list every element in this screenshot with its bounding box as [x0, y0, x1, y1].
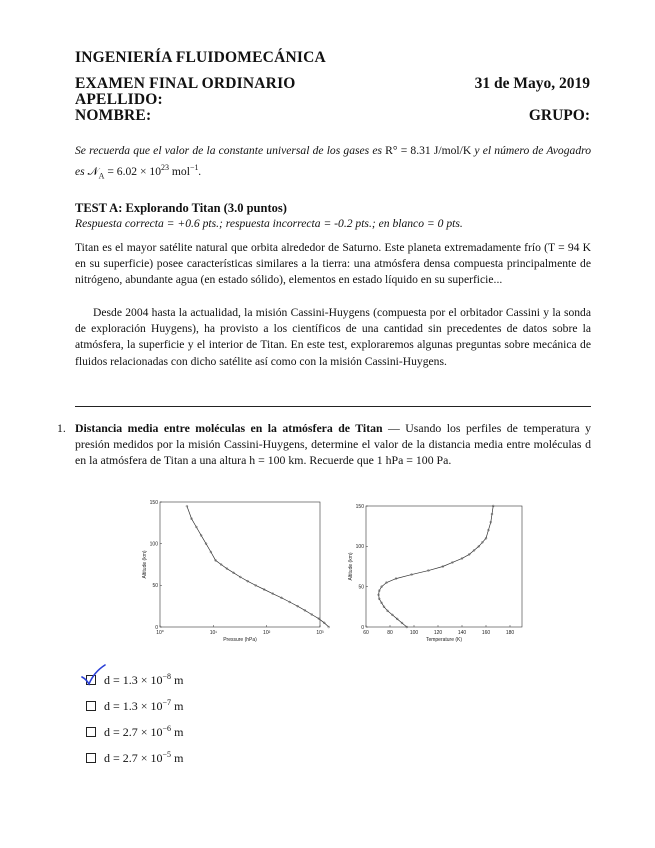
pressure-altitude-chart [130, 496, 330, 646]
surname-label: APELLIDO: [75, 91, 163, 108]
y-tick-label: 100 [355, 544, 364, 551]
avogadro-exp: 23 [161, 162, 170, 172]
note-text-1: Se recuerda que el valor de la constante universal de los gases es [75, 144, 386, 157]
y-tick-label: 50 [358, 584, 364, 591]
x-tick-label: 60 [363, 630, 369, 636]
note-end: . [198, 164, 202, 178]
avogadro-unit: mol [169, 164, 190, 178]
test-scoring: Respuesta correcta = +0.6 pts.; respuesta incorrecta = -0.2 pts.; en blanco = 0 pts. [75, 217, 463, 230]
x-tick-label: 10¹ [209, 630, 217, 636]
exam-label: EXAMEN FINAL ORDINARIO [75, 75, 296, 92]
note-text-2: y el número de Avogadro es [75, 144, 591, 178]
plot-frame [160, 502, 320, 627]
y-tick-label: 0 [155, 624, 158, 631]
avogadro-number [87, 162, 202, 180]
x-tick-label: 160 [481, 630, 491, 636]
answer-label: $d = 2.7 \times 10^{-5}$ m [104, 750, 184, 765]
answer-option[interactable] [86, 750, 183, 766]
avogadro-sub: A [98, 170, 105, 180]
group-label: GRUPO: [528, 107, 590, 124]
answer-checkbox[interactable] [86, 701, 96, 711]
y-tick-label: 100 [149, 541, 158, 548]
question-number: 1. [57, 421, 66, 435]
x-tick-label: 10⁰ [156, 630, 164, 636]
answer-label: $d = 1.3 \times 10^{-7}$ m [104, 698, 184, 713]
check-mark-icon [80, 664, 106, 686]
y-tick-label: 0 [361, 624, 364, 631]
y-axis-label: Altitude (km) [142, 550, 148, 579]
y-tick-label: 50 [152, 583, 158, 590]
answer-option[interactable] [86, 724, 183, 740]
series-line [187, 506, 329, 627]
answer-checkbox[interactable] [86, 727, 96, 737]
constants-note [75, 143, 591, 184]
gas-constant: R° = 8.31 J/mol/K [385, 144, 472, 157]
answer-label: $d = 2.7 \times 10^{-6}$ m [104, 724, 184, 739]
avogadro-unit-exp: −1 [189, 162, 199, 172]
temperature-altitude-chart [338, 496, 530, 646]
series-line [379, 506, 494, 627]
x-tick-label: 80 [387, 630, 393, 636]
course-title: INGENIERÍA FLUIDOMECÁNICA [75, 49, 326, 66]
y-tick-label: 150 [149, 499, 158, 506]
section-divider [75, 406, 591, 407]
question-body: — Usando los perfiles de temperatura y presión medidos por la misión Cassini-Huygens, determine el valor de la distancia media entre moléculas d en la atmósfera de Titan a una altura h = 100 km. Recuerde que 1 hPa = 100 Pa. [75, 421, 591, 467]
intro-paragraph-2: Desde 2004 hasta la actualidad, la misión Cassini-Huygens (compuesta por el orbitador Cassini y la sonda de exploración Huygens), ha provisto a los científicos de una cantidad sin precedentes de datos sobre la atmósfera, la superficie y el interior de Titan. En este test, exploraremos algunas preguntas sobre mecánica de fluidos relacionadas con dicho satélite así como con la misión Cassini-Huygens. [75, 306, 591, 368]
name-label: NOMBRE: [75, 107, 152, 124]
intro-paragraph-1: Titan es el mayor satélite natural que orbita alrededor de Saturno. Este planeta extremadamente frío (T = 94 K en su superficie) posee características similares a la tierra: una atmósfera densa compuesta principalmente de nitrógeno, abundante agua (en estado sólido), elementos en estado líquido en su superficie... [75, 241, 591, 287]
y-tick-label: 150 [355, 503, 364, 510]
test-title: TEST A: Explorando Titan (3.0 puntos) [75, 201, 287, 215]
x-axis-label: Pressure (hPa) [223, 637, 257, 643]
x-axis-label: Temperature (K) [425, 637, 463, 643]
x-tick-label: 180 [505, 630, 515, 636]
question-text [75, 421, 591, 468]
answer-checkbox[interactable] [86, 753, 96, 763]
x-tick-label: 140 [457, 630, 467, 636]
x-tick-label: 10³ [316, 630, 324, 636]
answer-label: $d = 1.3 \times 10^{-8}$ m [104, 672, 184, 687]
avogadro-symbol: 𝒩 [87, 164, 99, 178]
x-tick-label: 100 [409, 630, 419, 636]
answer-option[interactable] [86, 698, 183, 714]
avogadro-value: = 6.02 × 10 [104, 164, 162, 178]
x-tick-label: 10² [263, 630, 271, 636]
exam-date: 31 de Mayo, 2019 [474, 75, 590, 92]
question-title: Distancia media entre moléculas en la atmósfera de Titan [75, 421, 383, 435]
x-tick-label: 120 [433, 630, 443, 636]
y-axis-label: Altitude (km) [348, 552, 354, 581]
